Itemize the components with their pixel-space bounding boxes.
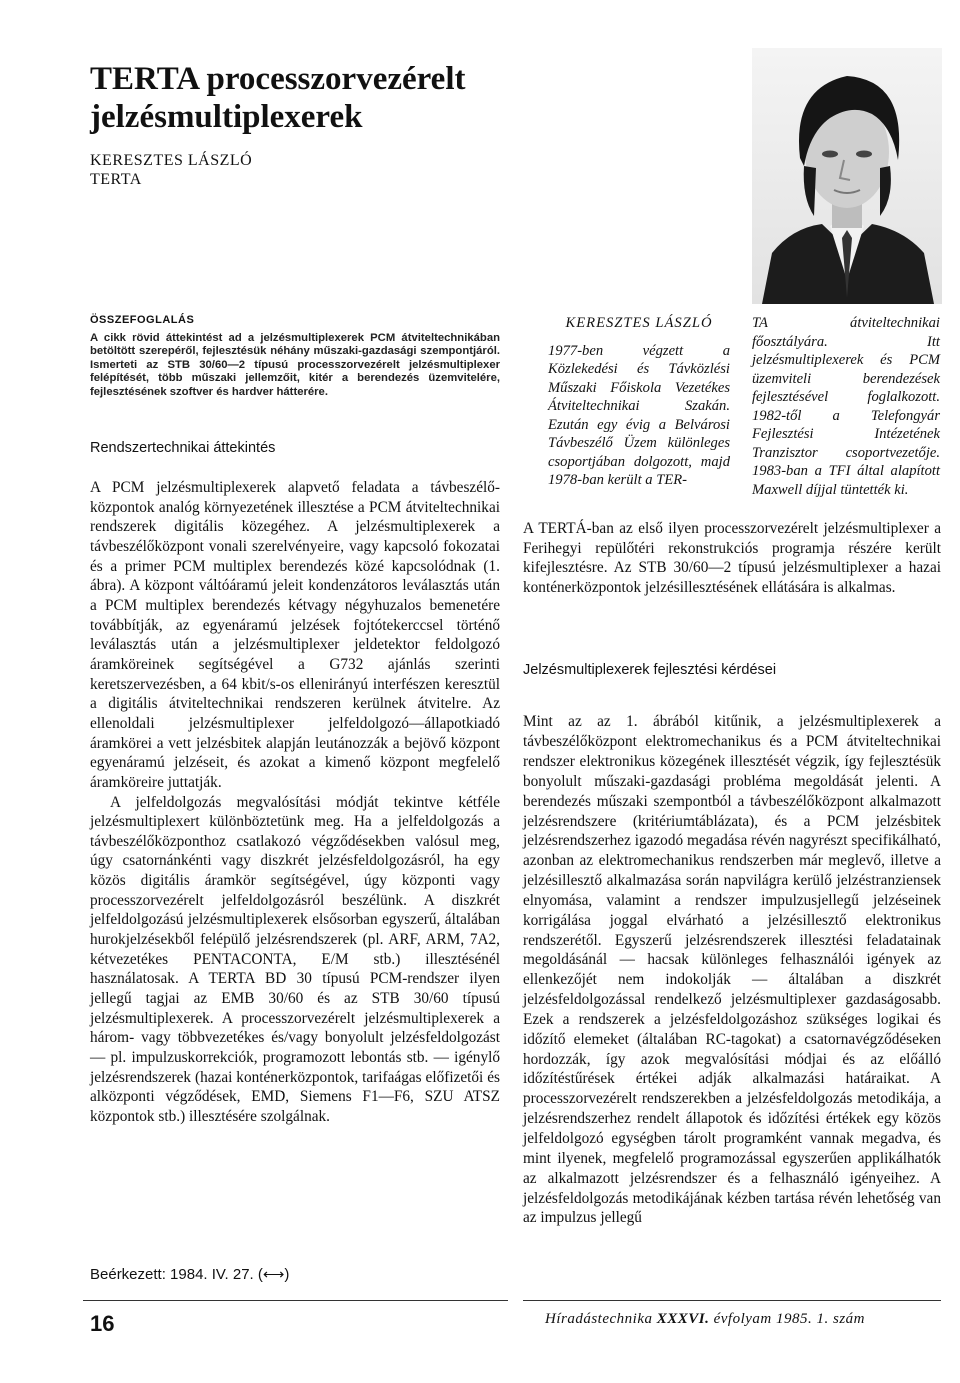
section-heading-development: Jelzésmultiplexerek fejlesztési kérdései: [523, 662, 777, 678]
summary-text: A cikk rövid áttekintést ad a jelzésmultiplexerek PCM átviteltechnikában betöltött szerepéről, fejlesztésük néhány műszaki-gazdasági szempontjáról. Ismerteti az STB 30/60—2 típusú processzorvezérelt jelzésmultiplexer felépítését, több műszaki jellemzőit, kitér a berendezés üzemvitelére, fejlesztésének szoftver és hardver hátterére.: [90, 332, 500, 398]
journal-issue: évfolyam 1985. 1. szám: [709, 1311, 865, 1327]
portrait-photo: [752, 48, 942, 304]
journal-footer: [545, 1311, 865, 1328]
footer-rule-left: [83, 1300, 508, 1301]
bio-text-1: 1977-ben végzett a Közlekedési és Távközlési Műszaki Főiskola Vezetékes Átviteltechnikai Szakán. Ezután egy évig a Belvárosi Távbeszélő Üzem különleges csoportjában dolgozott, majd 1978-ban került a TER-: [548, 342, 730, 488]
body-left-column: [90, 478, 500, 1127]
body-right-column: [523, 697, 941, 1244]
author-name: KERESZTES LÁSZLÓ: [90, 152, 253, 169]
author-portrait: [752, 48, 942, 304]
paragraph: A PCM jelzésmultiplexerek alapvető feladata a távbeszélő-központok analóg környezetének illesztése a PCM átviteltechnikai rendszerek digitális közegéhez. A jelzésmultiplexerek a távbeszélőközpont vonali szerelvényeire, vagy kapcsoló fokozatai és a primer PCM multiplex berendezés közé kapcsolódnak (1. ábra). A központ váltóáramú jeleit kondenzátoros leválasztás után a PCM multiplex berendezés kétvagy négyhuzalos bemenetére továbbítják, az egyenáramú jelzések fojtótekerccsel történő leválasztás után a jelzésmultiplexer jeldetektor feldolgozó áramköreinek segítségével a G732 ajánlás szerinti keretszervezésben, a 64 kbit/s-os ellenirányú interfészen keresztül a digitális átviteltechnikai rendszeren kerülnek átvitelre. Az ellenoldali jelzésmultiplexer jelfeldolgozó—állapotkiadó áramkörei a vett jelzésbitek alapján leutánozzák a bejövő központ egyenáramú jelzéseit, és azokat a kimenő központ megfelelő áramköreire juttatják.: [90, 479, 500, 791]
paragraph: Mint az az 1. ábrából kitűnik, a jelzésmultiplexerek a távbeszélőközpont elektromechanikus és a PCM átviteltechnikai rendszer elektronikus közegének illesztését végzik, így fejlesztésük bonyolult műszaki-gazdasági probléma megoldását jelenti. A berendezés műszaki szempontból a távbeszélőközpont alkalmazott jelzésrendszere (kritériumtáblázata), és a PCM jelzésbitek jelzésrendszerhez igazodó megadása révén nagyrészt specifikálható, azonban az elektromechanikus rendszerben már meglevő, illetve a jelzésillesztő alkalmazása során napvilágra kerülő jelzéstranziensek elnyomása, valamint a rendszer impulzusjellegű jelzéseinek korrigálása joggal elvárható a jelzésillesztő elektronikus rendszerétől. Egyszerű jelzésrendszerek illesztési feladatainak megoldásánál — hacsak különleges felhasználói igények az ellenkezőjét nem indokolják — általában a diszkrét jelzésfeldolgozással rendelkező jelzésmultiplexer gazdaságosabb. Ezek a rendszerek a jelzésfeldolgozáshoz szükséges logikai és időzítő elemeket (általában RC-tagokat) a csatornavégződéseken hordozzák, így azok megvalósítási módjai és az előálló időzítéstűrések értékei adják alkalmazási határaikat. A processzorvezérelt rendszerekben a jelzésfeldolgozás metodikája, a jelzésrendszerhez rendelt állapotok és időzítési értékek egy közös jelfeldolgozó egységben tárolt programként vannak megadva, és mint ilyenek, megfelelő programozással egyszerűen applikálhatók az alkalmazott jelzésrendszer és a felhasználó igényeihez. A jelzésfeldolgozás metodikájának kézben tartása révén lehetőség van az impulzus jellegű: [523, 713, 941, 1227]
page-number: 16: [90, 1311, 115, 1336]
author-bio-column-2: TA átviteltechnikai főosztályára. Itt jelzésmultiplexerek és PCM üzemviteli berendezések fejlesztésével foglalkozott. 1982-től a Telefongyár Fejlesztési Intézetének Tranzisztor csoportvezetője. 1983-ban a TFI által alapított Maxwell díjjal tüntették ki.: [752, 315, 940, 498]
paragraph: A TERTÁ-ban az első ilyen processzorvezérelt jelzésmultiplexer a Ferihegyi repülőtéri rekonstrukciós programja részére került kifejlesztésre. Az STB 30/60—2 típusú jelzésmultiplexer a hazai konténerközpontok jelzésillesztésének ellátására is alkalmas.: [523, 520, 941, 596]
section-heading-overview: Rendszertechnikai áttekintés: [90, 440, 276, 456]
body-right-intro: [523, 519, 941, 597]
article-title: TERTA processzorvezérelt jelzésmultiplexerek: [90, 61, 466, 135]
paragraph: A jelfeldolgozás megvalósítási módját tekintve kétféle jelzésmultiplexert különböztetünk meg. Ha a jelfeldolgozás a távbeszélőközponthoz csatlakozó végződésekben valósul meg, úgy csatornánkénti vagy diszkrét jelzésfeldolgozásról, ha egy közös digitális áramkör segítségével, úgy központi vagy processzorvezérelt jelfeldolgozásról beszélünk. A diszkrét jelfeldolgozású jelzésmultiplexerek elsősorban egyszerű, általában hurokjelzésekből felépülő jelzésrendszerek (pl. ARF, ARM, 7A2, kétvezetékes PENTACONTA, E/M stb.) illesztésénél használatosak. A TERTA BD 30 típusú PCM-rendszer ilyen jellegű tagjai az EMB 30/60 és az STB 30/60 típusú jelzésmultiplexerek. A processzorvezérelt jelzésmultiplexerek a három- vagy többvezetékes és/vagy bonyolult jelzésfeldolgozást — pl. impulzuskorrekciók, programozott lebontás stb. — igénylő jelzésrendszerek (hazai konténerközpontok, tarifaágas előfizetői és alközponti végződések, EMD, Siemens F1—F6, SZU ATSZ központok stb.) illesztésére szolgálnak.: [90, 793, 500, 1125]
author-block: [90, 151, 252, 189]
author-bio-column-1: [548, 314, 730, 490]
summary-heading: ÖSSZEFOGLALÁS: [90, 314, 195, 326]
footer-rule-right: [523, 1300, 941, 1301]
bio-author-name: KERESZTES LÁSZLÓ: [565, 315, 713, 331]
received-date: Beérkezett: 1984. IV. 27. (⟷): [90, 1266, 290, 1283]
author-affiliation: TERTA: [90, 171, 142, 188]
journal-name: Híradástechnika: [545, 1311, 657, 1327]
journal-volume: XXXVI.: [656, 1311, 710, 1327]
